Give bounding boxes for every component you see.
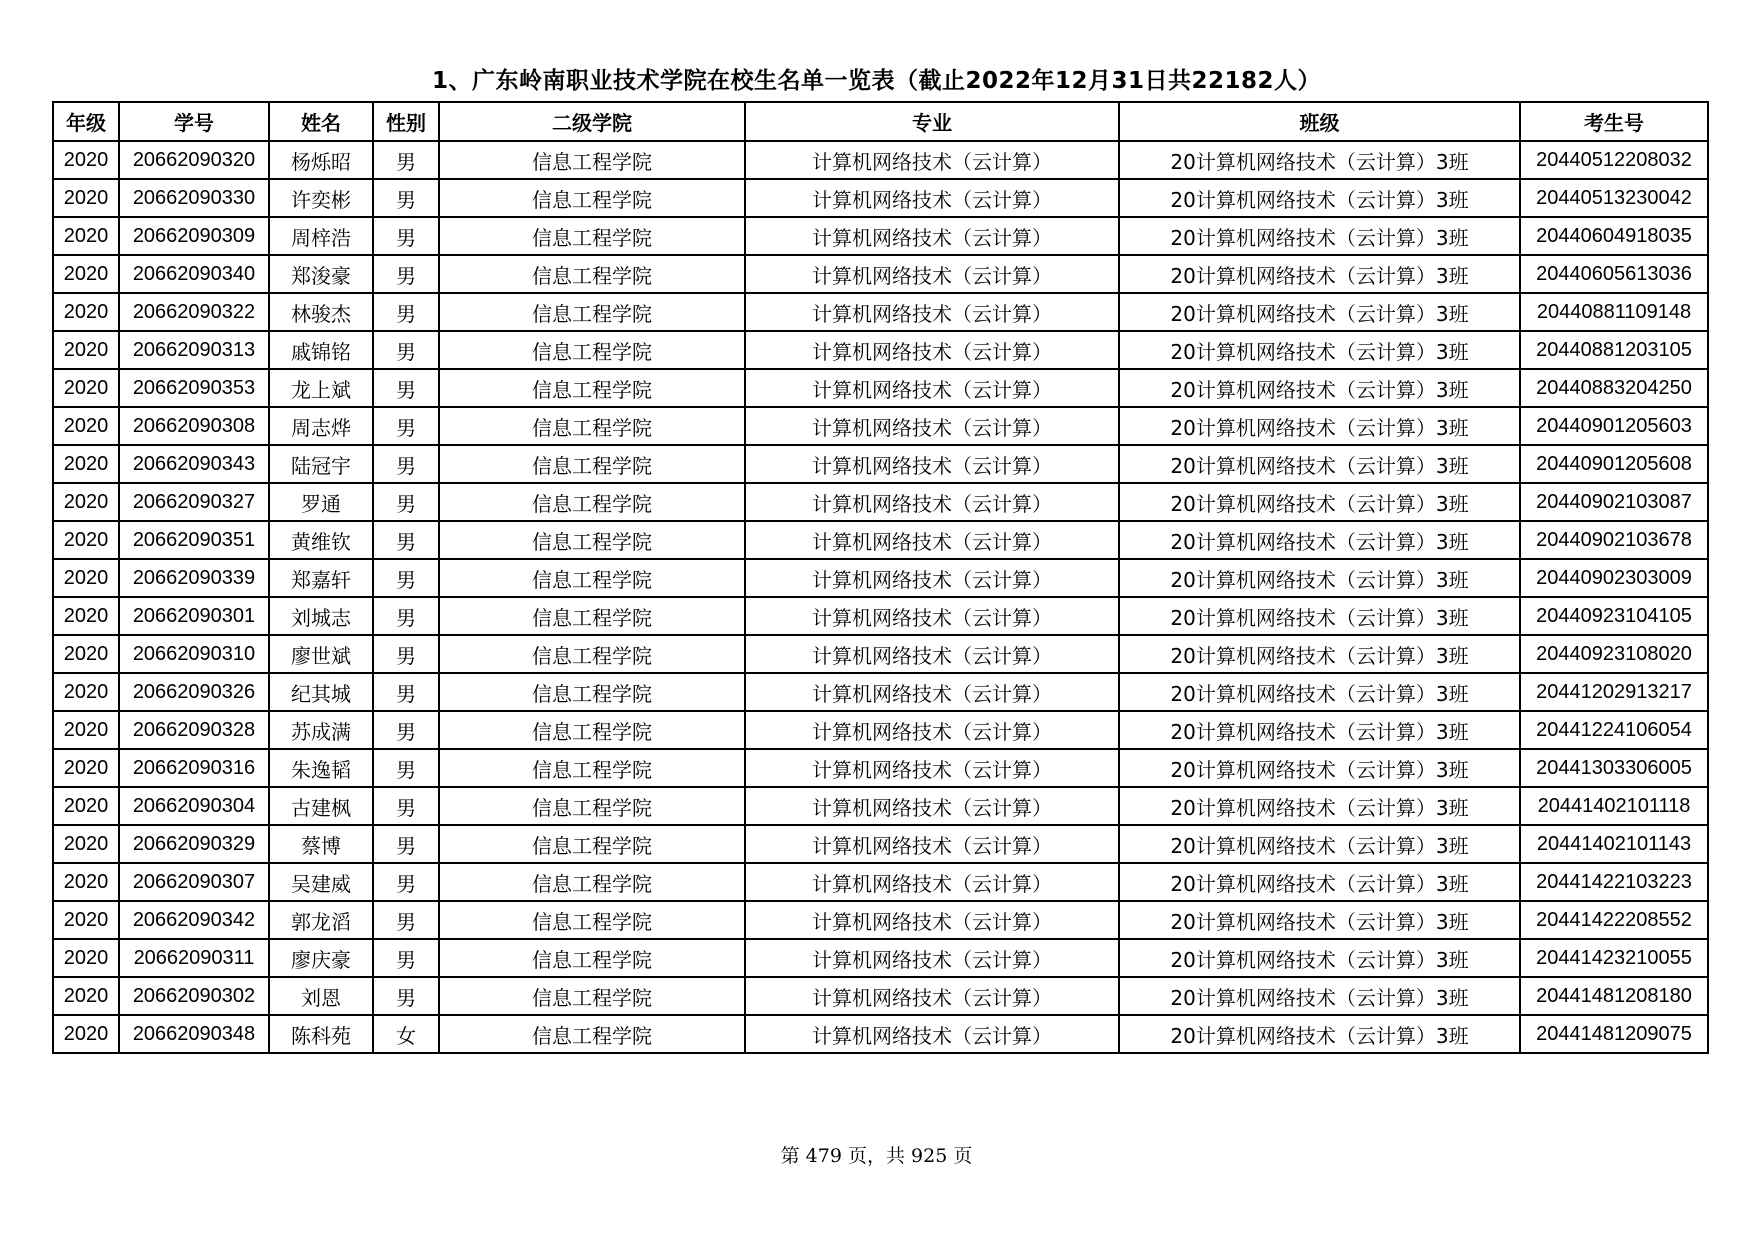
gender-cell: 男 (373, 825, 439, 863)
major-cell: 计算机网络技术（云计算） (745, 217, 1119, 255)
college-cell: 信息工程学院 (439, 331, 745, 369)
college-cell: 信息工程学院 (439, 521, 745, 559)
class-cell: 20计算机网络技术（云计算）3班 (1119, 673, 1520, 711)
student-id-cell: 20662090348 (119, 1015, 269, 1053)
column-header-major: 专业 (745, 102, 1119, 141)
table-row (53, 901, 1708, 939)
college-cell: 信息工程学院 (439, 445, 745, 483)
class-cell: 20计算机网络技术（云计算）3班 (1119, 977, 1520, 1015)
class-cell: 20计算机网络技术（云计算）3班 (1119, 635, 1520, 673)
major-cell: 计算机网络技术（云计算） (745, 787, 1119, 825)
gender-cell: 男 (373, 293, 439, 331)
exam-number-cell: 20440923108020 (1520, 635, 1708, 673)
exam-number-cell: 20440881203105 (1520, 331, 1708, 369)
table-row (53, 483, 1708, 521)
grade-cell: 2020 (53, 141, 119, 179)
major-cell: 计算机网络技术（云计算） (745, 255, 1119, 293)
student-id-cell: 20662090342 (119, 901, 269, 939)
major-cell: 计算机网络技术（云计算） (745, 331, 1119, 369)
gender-cell: 男 (373, 939, 439, 977)
table-row (53, 825, 1708, 863)
student-id-cell: 20662090313 (119, 331, 269, 369)
grade-cell: 2020 (53, 749, 119, 787)
exam-number-cell: 20440902103087 (1520, 483, 1708, 521)
name-cell: 戚锦铭 (269, 331, 373, 369)
gender-cell: 男 (373, 141, 439, 179)
exam-number-cell: 20440881109148 (1520, 293, 1708, 331)
name-cell: 纪其城 (269, 673, 373, 711)
major-cell: 计算机网络技术（云计算） (745, 141, 1119, 179)
college-cell: 信息工程学院 (439, 293, 745, 331)
name-cell: 周志烨 (269, 407, 373, 445)
grade-cell: 2020 (53, 977, 119, 1015)
table-row (53, 787, 1708, 825)
table-row (53, 331, 1708, 369)
college-cell: 信息工程学院 (439, 559, 745, 597)
major-cell: 计算机网络技术（云计算） (745, 977, 1119, 1015)
grade-cell: 2020 (53, 407, 119, 445)
student-id-cell: 20662090328 (119, 711, 269, 749)
college-cell: 信息工程学院 (439, 863, 745, 901)
gender-cell: 男 (373, 369, 439, 407)
class-cell: 20计算机网络技术（云计算）3班 (1119, 293, 1520, 331)
page-title: 1、广东岭南职业技术学院在校生名单一览表（截止2022年12月31日共22182人） (431, 68, 1322, 94)
table-row (53, 217, 1708, 255)
class-cell: 20计算机网络技术（云计算）3班 (1119, 179, 1520, 217)
exam-number-cell: 20441402101118 (1520, 787, 1708, 825)
name-cell: 郑嘉轩 (269, 559, 373, 597)
student-id-cell: 20662090308 (119, 407, 269, 445)
table-body (53, 141, 1708, 1053)
exam-number-cell: 20441481209075 (1520, 1015, 1708, 1053)
gender-cell: 男 (373, 217, 439, 255)
major-cell: 计算机网络技术（云计算） (745, 749, 1119, 787)
major-cell: 计算机网络技术（云计算） (745, 559, 1119, 597)
student-id-cell: 20662090327 (119, 483, 269, 521)
column-header-name: 姓名 (269, 102, 373, 141)
table-row (53, 559, 1708, 597)
college-cell: 信息工程学院 (439, 141, 745, 179)
major-cell: 计算机网络技术（云计算） (745, 711, 1119, 749)
major-cell: 计算机网络技术（云计算） (745, 635, 1119, 673)
class-cell: 20计算机网络技术（云计算）3班 (1119, 825, 1520, 863)
exam-number-cell: 20440605613036 (1520, 255, 1708, 293)
name-cell: 郭龙滔 (269, 901, 373, 939)
gender-cell: 男 (373, 901, 439, 939)
exam-number-cell: 20441303306005 (1520, 749, 1708, 787)
gender-cell: 男 (373, 331, 439, 369)
gender-cell: 男 (373, 179, 439, 217)
major-cell: 计算机网络技术（云计算） (745, 939, 1119, 977)
exam-number-cell: 20440923104105 (1520, 597, 1708, 635)
gender-cell: 男 (373, 787, 439, 825)
exam-number-cell: 20441422103223 (1520, 863, 1708, 901)
student-id-cell: 20662090329 (119, 825, 269, 863)
gender-cell: 男 (373, 711, 439, 749)
table-row (53, 445, 1708, 483)
grade-cell: 2020 (53, 1015, 119, 1053)
student-id-cell: 20662090302 (119, 977, 269, 1015)
student-id-cell: 20662090351 (119, 521, 269, 559)
grade-cell: 2020 (53, 217, 119, 255)
exam-number-cell: 20440901205608 (1520, 445, 1708, 483)
student-id-cell: 20662090339 (119, 559, 269, 597)
gender-cell: 男 (373, 635, 439, 673)
college-cell: 信息工程学院 (439, 977, 745, 1015)
class-cell: 20计算机网络技术（云计算）3班 (1119, 559, 1520, 597)
class-cell: 20计算机网络技术（云计算）3班 (1119, 483, 1520, 521)
class-cell: 20计算机网络技术（云计算）3班 (1119, 901, 1520, 939)
grade-cell: 2020 (53, 863, 119, 901)
grade-cell: 2020 (53, 331, 119, 369)
class-cell: 20计算机网络技术（云计算）3班 (1119, 217, 1520, 255)
college-cell: 信息工程学院 (439, 255, 745, 293)
major-cell: 计算机网络技术（云计算） (745, 825, 1119, 863)
major-cell: 计算机网络技术（云计算） (745, 179, 1119, 217)
major-cell: 计算机网络技术（云计算） (745, 521, 1119, 559)
student-id-cell: 20662090353 (119, 369, 269, 407)
grade-cell: 2020 (53, 901, 119, 939)
gender-cell: 男 (373, 483, 439, 521)
grade-cell: 2020 (53, 825, 119, 863)
grade-cell: 2020 (53, 673, 119, 711)
student-id-cell: 20662090310 (119, 635, 269, 673)
class-cell: 20计算机网络技术（云计算）3班 (1119, 597, 1520, 635)
class-cell: 20计算机网络技术（云计算）3班 (1119, 141, 1520, 179)
column-header-student-id: 学号 (119, 102, 269, 141)
college-cell: 信息工程学院 (439, 597, 745, 635)
grade-cell: 2020 (53, 521, 119, 559)
student-id-cell: 20662090307 (119, 863, 269, 901)
student-id-cell: 20662090301 (119, 597, 269, 635)
college-cell: 信息工程学院 (439, 787, 745, 825)
name-cell: 郑浚豪 (269, 255, 373, 293)
exam-number-cell: 20441224106054 (1520, 711, 1708, 749)
name-cell: 龙上斌 (269, 369, 373, 407)
gender-cell: 男 (373, 521, 439, 559)
table-row (53, 255, 1708, 293)
column-header-exam-number: 考生号 (1520, 102, 1708, 141)
table-row (53, 863, 1708, 901)
gender-cell: 男 (373, 445, 439, 483)
major-cell: 计算机网络技术（云计算） (745, 901, 1119, 939)
gender-cell: 男 (373, 407, 439, 445)
table-row (53, 749, 1708, 787)
name-cell: 许奕彬 (269, 179, 373, 217)
student-id-cell: 20662090340 (119, 255, 269, 293)
table-row (53, 711, 1708, 749)
table-row (53, 293, 1708, 331)
exam-number-cell: 20441423210055 (1520, 939, 1708, 977)
page-footer: 第 479 页，共 925 页 (780, 1145, 973, 1167)
gender-cell: 男 (373, 597, 439, 635)
major-cell: 计算机网络技术（云计算） (745, 369, 1119, 407)
student-id-cell: 20662090316 (119, 749, 269, 787)
major-cell: 计算机网络技术（云计算） (745, 293, 1119, 331)
gender-cell: 男 (373, 863, 439, 901)
name-cell: 黄维钦 (269, 521, 373, 559)
gender-cell: 男 (373, 673, 439, 711)
table-row (53, 141, 1708, 179)
grade-cell: 2020 (53, 369, 119, 407)
grade-cell: 2020 (53, 179, 119, 217)
name-cell: 苏成满 (269, 711, 373, 749)
name-cell: 蔡博 (269, 825, 373, 863)
table-row (53, 407, 1708, 445)
name-cell: 刘城志 (269, 597, 373, 635)
table-row (53, 673, 1708, 711)
college-cell: 信息工程学院 (439, 1015, 745, 1053)
exam-number-cell: 20440902303009 (1520, 559, 1708, 597)
grade-cell: 2020 (53, 483, 119, 521)
column-header-grade: 年级 (53, 102, 119, 141)
college-cell: 信息工程学院 (439, 635, 745, 673)
gender-cell: 男 (373, 255, 439, 293)
name-cell: 廖庆豪 (269, 939, 373, 977)
table-row (53, 939, 1708, 977)
class-cell: 20计算机网络技术（云计算）3班 (1119, 255, 1520, 293)
exam-number-cell: 20440902103678 (1520, 521, 1708, 559)
name-cell: 陆冠宇 (269, 445, 373, 483)
name-cell: 古建枫 (269, 787, 373, 825)
college-cell: 信息工程学院 (439, 711, 745, 749)
college-cell: 信息工程学院 (439, 673, 745, 711)
college-cell: 信息工程学院 (439, 179, 745, 217)
class-cell: 20计算机网络技术（云计算）3班 (1119, 445, 1520, 483)
exam-number-cell: 20440513230042 (1520, 179, 1708, 217)
college-cell: 信息工程学院 (439, 825, 745, 863)
student-id-cell: 20662090322 (119, 293, 269, 331)
student-id-cell: 20662090309 (119, 217, 269, 255)
college-cell: 信息工程学院 (439, 901, 745, 939)
column-header-gender: 性别 (373, 102, 439, 141)
grade-cell: 2020 (53, 293, 119, 331)
major-cell: 计算机网络技术（云计算） (745, 1015, 1119, 1053)
exam-number-cell: 20440883204250 (1520, 369, 1708, 407)
table-row (53, 369, 1708, 407)
name-cell: 周梓浩 (269, 217, 373, 255)
class-cell: 20计算机网络技术（云计算）3班 (1119, 369, 1520, 407)
exam-number-cell: 20441202913217 (1520, 673, 1708, 711)
table-row (53, 635, 1708, 673)
class-cell: 20计算机网络技术（云计算）3班 (1119, 939, 1520, 977)
class-cell: 20计算机网络技术（云计算）3班 (1119, 787, 1520, 825)
name-cell: 朱逸韬 (269, 749, 373, 787)
exam-number-cell: 20440901205603 (1520, 407, 1708, 445)
name-cell: 吴建威 (269, 863, 373, 901)
student-id-cell: 20662090326 (119, 673, 269, 711)
student-id-cell: 20662090343 (119, 445, 269, 483)
name-cell: 陈科苑 (269, 1015, 373, 1053)
college-cell: 信息工程学院 (439, 483, 745, 521)
major-cell: 计算机网络技术（云计算） (745, 483, 1119, 521)
gender-cell: 男 (373, 559, 439, 597)
name-cell: 刘恩 (269, 977, 373, 1015)
class-cell: 20计算机网络技术（云计算）3班 (1119, 331, 1520, 369)
grade-cell: 2020 (53, 255, 119, 293)
grade-cell: 2020 (53, 445, 119, 483)
major-cell: 计算机网络技术（云计算） (745, 445, 1119, 483)
column-header-class: 班级 (1119, 102, 1520, 141)
name-cell: 廖世斌 (269, 635, 373, 673)
student-roster-table (52, 101, 1709, 1054)
class-cell: 20计算机网络技术（云计算）3班 (1119, 407, 1520, 445)
name-cell: 林骏杰 (269, 293, 373, 331)
class-cell: 20计算机网络技术（云计算）3班 (1119, 749, 1520, 787)
college-cell: 信息工程学院 (439, 749, 745, 787)
college-cell: 信息工程学院 (439, 217, 745, 255)
name-cell: 杨烁昭 (269, 141, 373, 179)
major-cell: 计算机网络技术（云计算） (745, 673, 1119, 711)
major-cell: 计算机网络技术（云计算） (745, 597, 1119, 635)
exam-number-cell: 20441481208180 (1520, 977, 1708, 1015)
major-cell: 计算机网络技术（云计算） (745, 863, 1119, 901)
college-cell: 信息工程学院 (439, 369, 745, 407)
gender-cell: 男 (373, 977, 439, 1015)
exam-number-cell: 20441422208552 (1520, 901, 1708, 939)
class-cell: 20计算机网络技术（云计算）3班 (1119, 711, 1520, 749)
grade-cell: 2020 (53, 559, 119, 597)
student-id-cell: 20662090304 (119, 787, 269, 825)
class-cell: 20计算机网络技术（云计算）3班 (1119, 521, 1520, 559)
grade-cell: 2020 (53, 597, 119, 635)
table-row (53, 977, 1708, 1015)
exam-number-cell: 20440512208032 (1520, 141, 1708, 179)
gender-cell: 男 (373, 749, 439, 787)
student-id-cell: 20662090320 (119, 141, 269, 179)
exam-number-cell: 20440604918035 (1520, 217, 1708, 255)
name-cell: 罗通 (269, 483, 373, 521)
exam-number-cell: 20441402101143 (1520, 825, 1708, 863)
table-row (53, 1015, 1708, 1053)
table-header-row (53, 102, 1708, 141)
major-cell: 计算机网络技术（云计算） (745, 407, 1119, 445)
column-header-college: 二级学院 (439, 102, 745, 141)
college-cell: 信息工程学院 (439, 939, 745, 977)
grade-cell: 2020 (53, 787, 119, 825)
grade-cell: 2020 (53, 711, 119, 749)
grade-cell: 2020 (53, 635, 119, 673)
gender-cell: 女 (373, 1015, 439, 1053)
grade-cell: 2020 (53, 939, 119, 977)
table-row (53, 597, 1708, 635)
student-id-cell: 20662090311 (119, 939, 269, 977)
college-cell: 信息工程学院 (439, 407, 745, 445)
class-cell: 20计算机网络技术（云计算）3班 (1119, 1015, 1520, 1053)
table-row (53, 521, 1708, 559)
table-row (53, 179, 1708, 217)
student-id-cell: 20662090330 (119, 179, 269, 217)
class-cell: 20计算机网络技术（云计算）3班 (1119, 863, 1520, 901)
